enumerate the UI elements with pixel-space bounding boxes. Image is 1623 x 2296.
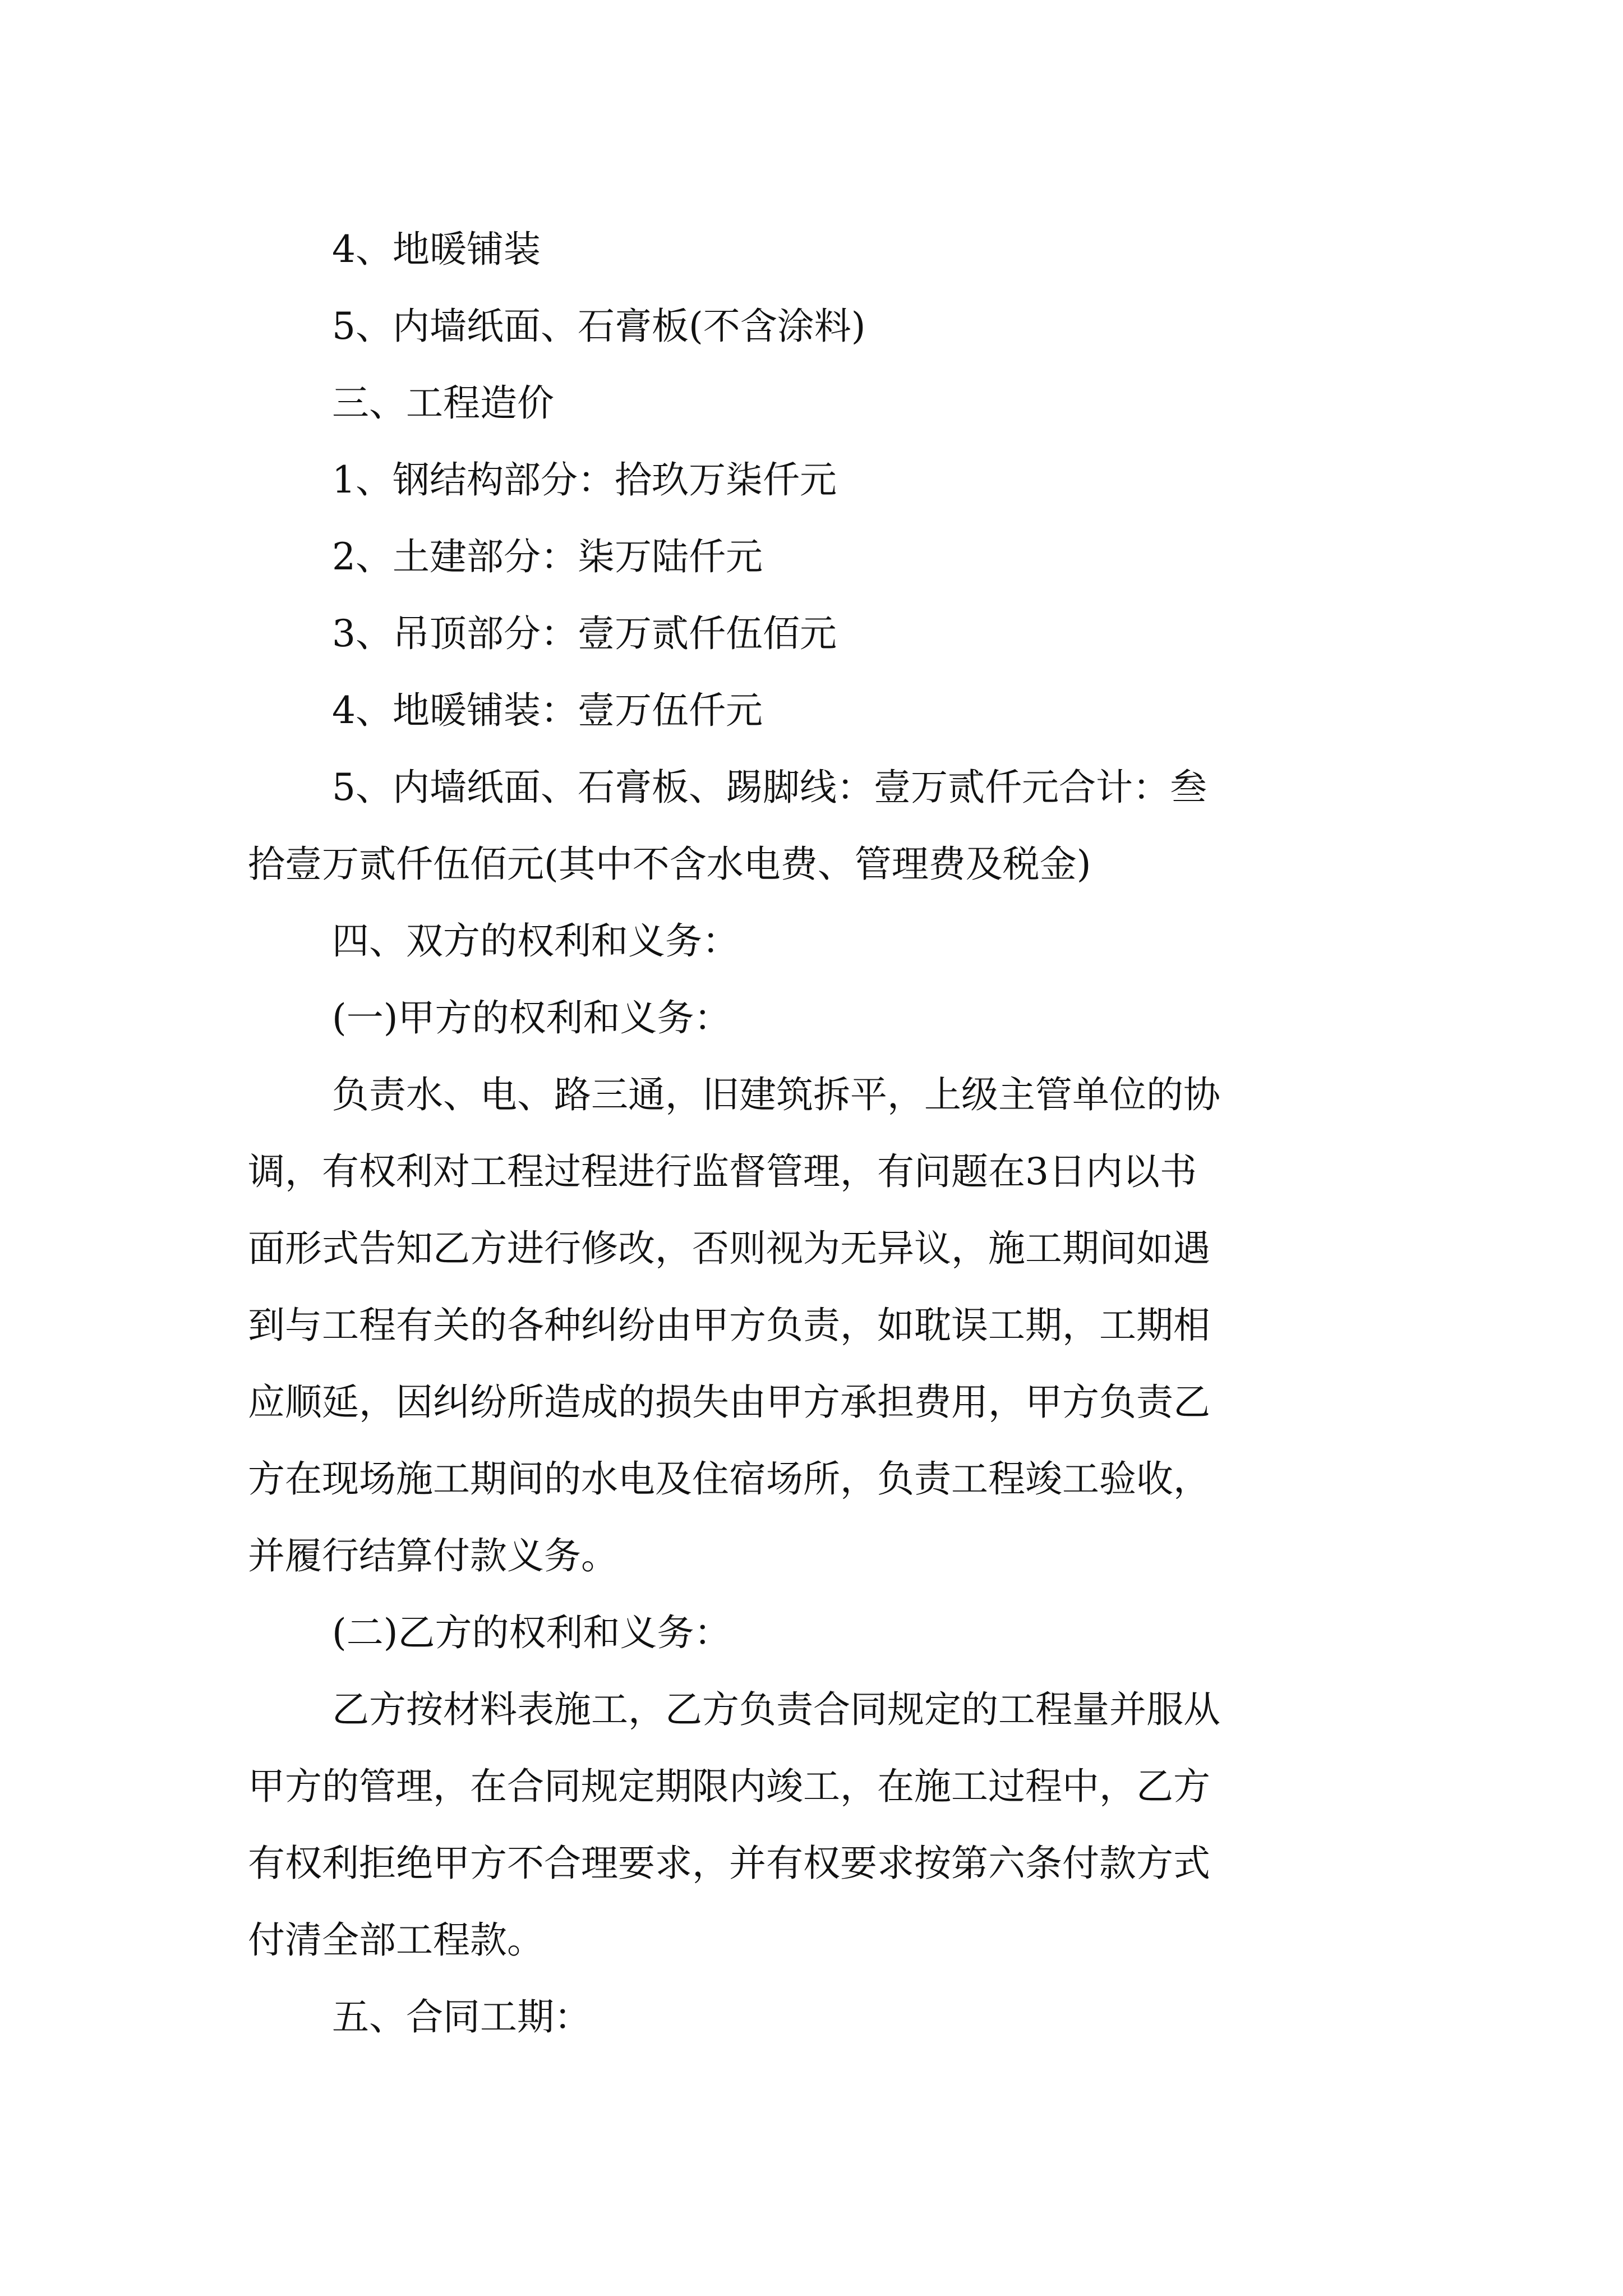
- subheading-party-b: (二)乙方的权利和义务：: [332, 1611, 731, 1654]
- cost-item-floor-heating: 4、地暖铺装：壹万伍仟元: [332, 689, 763, 732]
- cost-item-civil-works: 2、土建部分：柒万陆仟元: [332, 535, 763, 578]
- subheading-party-a: (一)甲方的权利和义务：: [332, 996, 731, 1039]
- list-item-floor-heating: 4、地暖铺装: [332, 228, 541, 271]
- paragraph-party-a-line: 调，有权利对工程过程进行监督管理，有问题在3日内以书: [248, 1150, 1197, 1193]
- section-heading-contract-period: 五、合同工期：: [332, 1995, 591, 2039]
- list-item-interior-wall: 5、内墙纸面、石膏板(不含涂料): [332, 305, 866, 348]
- paragraph-party-a-line: 到与工程有关的各种纠纷由甲方负责，如耽误工期，工期相: [248, 1304, 1210, 1347]
- paragraph-party-a-line: 面形式告知乙方进行修改，否则视为无异议，施工期间如遇: [248, 1227, 1210, 1270]
- section-heading-rights-obligations: 四、双方的权利和义务：: [332, 919, 739, 963]
- paragraph-party-a-line: 方在现场施工期间的水电及住宿场所，负责工程竣工验收，: [248, 1457, 1210, 1501]
- paragraph-party-a-line: 负责水、电、路三通，旧建筑拆平，上级主管单位的协: [332, 1073, 1220, 1116]
- section-heading-project-cost: 三、工程造价: [332, 381, 554, 425]
- cost-total-continuation: 拾壹万贰仟伍佰元(其中不含水电费、管理费及税金): [248, 843, 1091, 886]
- cost-item-steel-structure: 1、钢结构部分：拾玖万柒仟元: [332, 458, 837, 501]
- cost-item-wall-and-total: 5、内墙纸面、石膏板、踢脚线：壹万贰仟元合计：叁: [332, 766, 1207, 809]
- paragraph-party-b-line: 乙方按材料表施工，乙方负责合同规定的工程量并服从: [332, 1688, 1220, 1731]
- paragraph-party-a-line: 应顺延，因纠纷所造成的损失由甲方承担费用，甲方负责乙: [248, 1381, 1210, 1424]
- paragraph-party-b-line: 有权利拒绝甲方不合理要求，并有权要求按第六条付款方式: [248, 1842, 1210, 1885]
- paragraph-party-b-line: 付清全部工程款。: [248, 1918, 544, 1962]
- cost-item-ceiling: 3、吊顶部分：壹万贰仟伍佰元: [332, 612, 837, 655]
- paragraph-party-a-line: 并履行结算付款义务。: [248, 1534, 618, 1577]
- paragraph-party-b-line: 甲方的管理，在合同规定期限内竣工，在施工过程中，乙方: [248, 1765, 1210, 1808]
- document-body: [248, 211, 1386, 2055]
